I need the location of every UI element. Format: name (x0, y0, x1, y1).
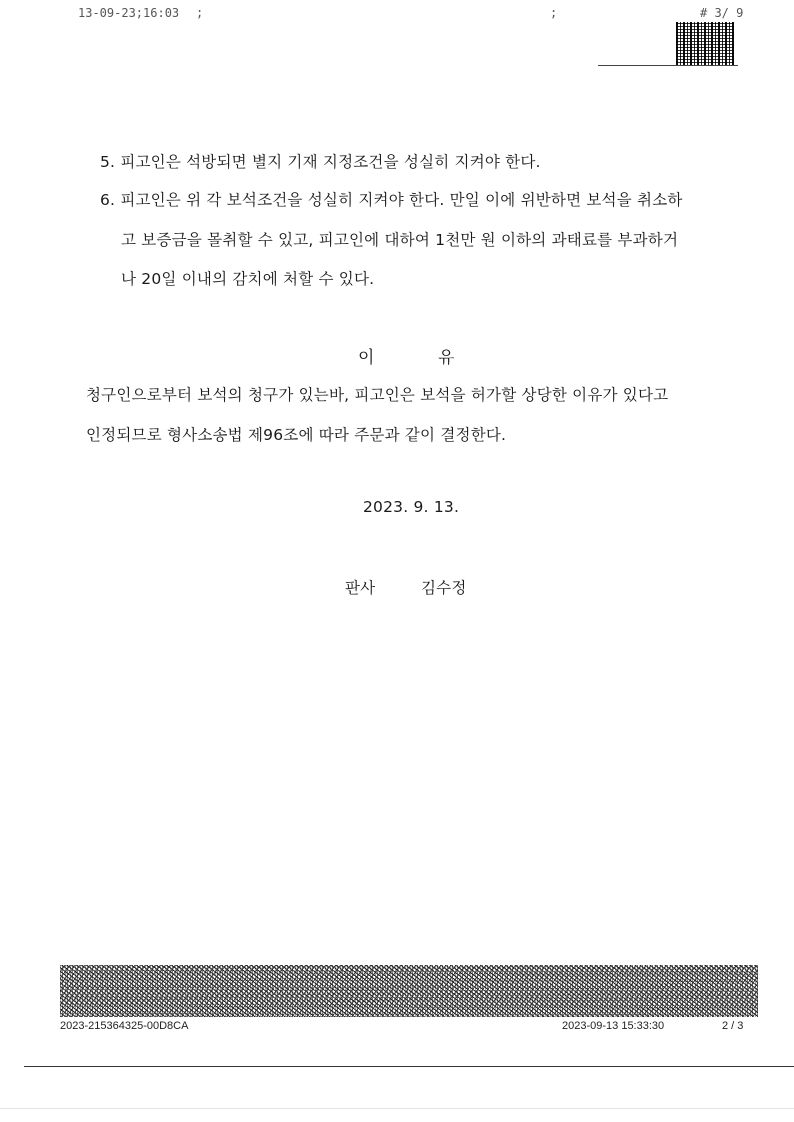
qr-code-icon (676, 22, 734, 66)
fax-header (0, 4, 794, 22)
reason-heading-left: 이 (358, 348, 375, 368)
barcode-band (60, 965, 758, 1017)
divider (0, 1108, 794, 1109)
order-item-5: 5. 피고인은 석방되면 별지 기재 지정조건을 성실히 지켜야 한다. (100, 153, 541, 171)
fax-separator: ; (550, 6, 558, 20)
order-item-6-line3: 나 20일 이내의 감치에 처할 수 있다. (121, 270, 375, 288)
divider (598, 65, 738, 66)
footer-timestamp: 2023-09-13 15:33:30 (562, 1020, 665, 1032)
footer-page: 2 / 3 (722, 1020, 744, 1032)
footer-doc-id: 2023-215364325-00D8CA (60, 1020, 189, 1032)
reason-heading-right: 유 (438, 348, 455, 368)
judge-title: 판사 (345, 579, 376, 597)
order-item-6-line1: 6. 피고인은 위 각 보석조건을 성실히 지켜야 한다. 만일 이에 위반하면 보석을 취소하 (100, 191, 683, 209)
decision-date: 2023. 9. 13. (363, 498, 460, 516)
fax-page-marker: # 3/ 9 (700, 6, 744, 20)
fax-separator: ; (196, 6, 204, 20)
fax-timestamp: 13-09-23;16:03 (78, 6, 180, 20)
reason-line2: 인정되므로 형사소송법 제96조에 따라 주문과 같이 결정한다. (86, 426, 507, 444)
judge-name: 김수정 (421, 579, 467, 597)
order-item-6-line2: 고 보증금을 몰취할 수 있고, 피고인에 대하여 1천만 원 이하의 과태료를 부과하거 (121, 231, 679, 249)
reason-line1: 청구인으로부터 보석의 청구가 있는바, 피고인은 보석을 허가할 상당한 이유가 있다고 (86, 386, 669, 404)
divider (24, 1066, 794, 1067)
